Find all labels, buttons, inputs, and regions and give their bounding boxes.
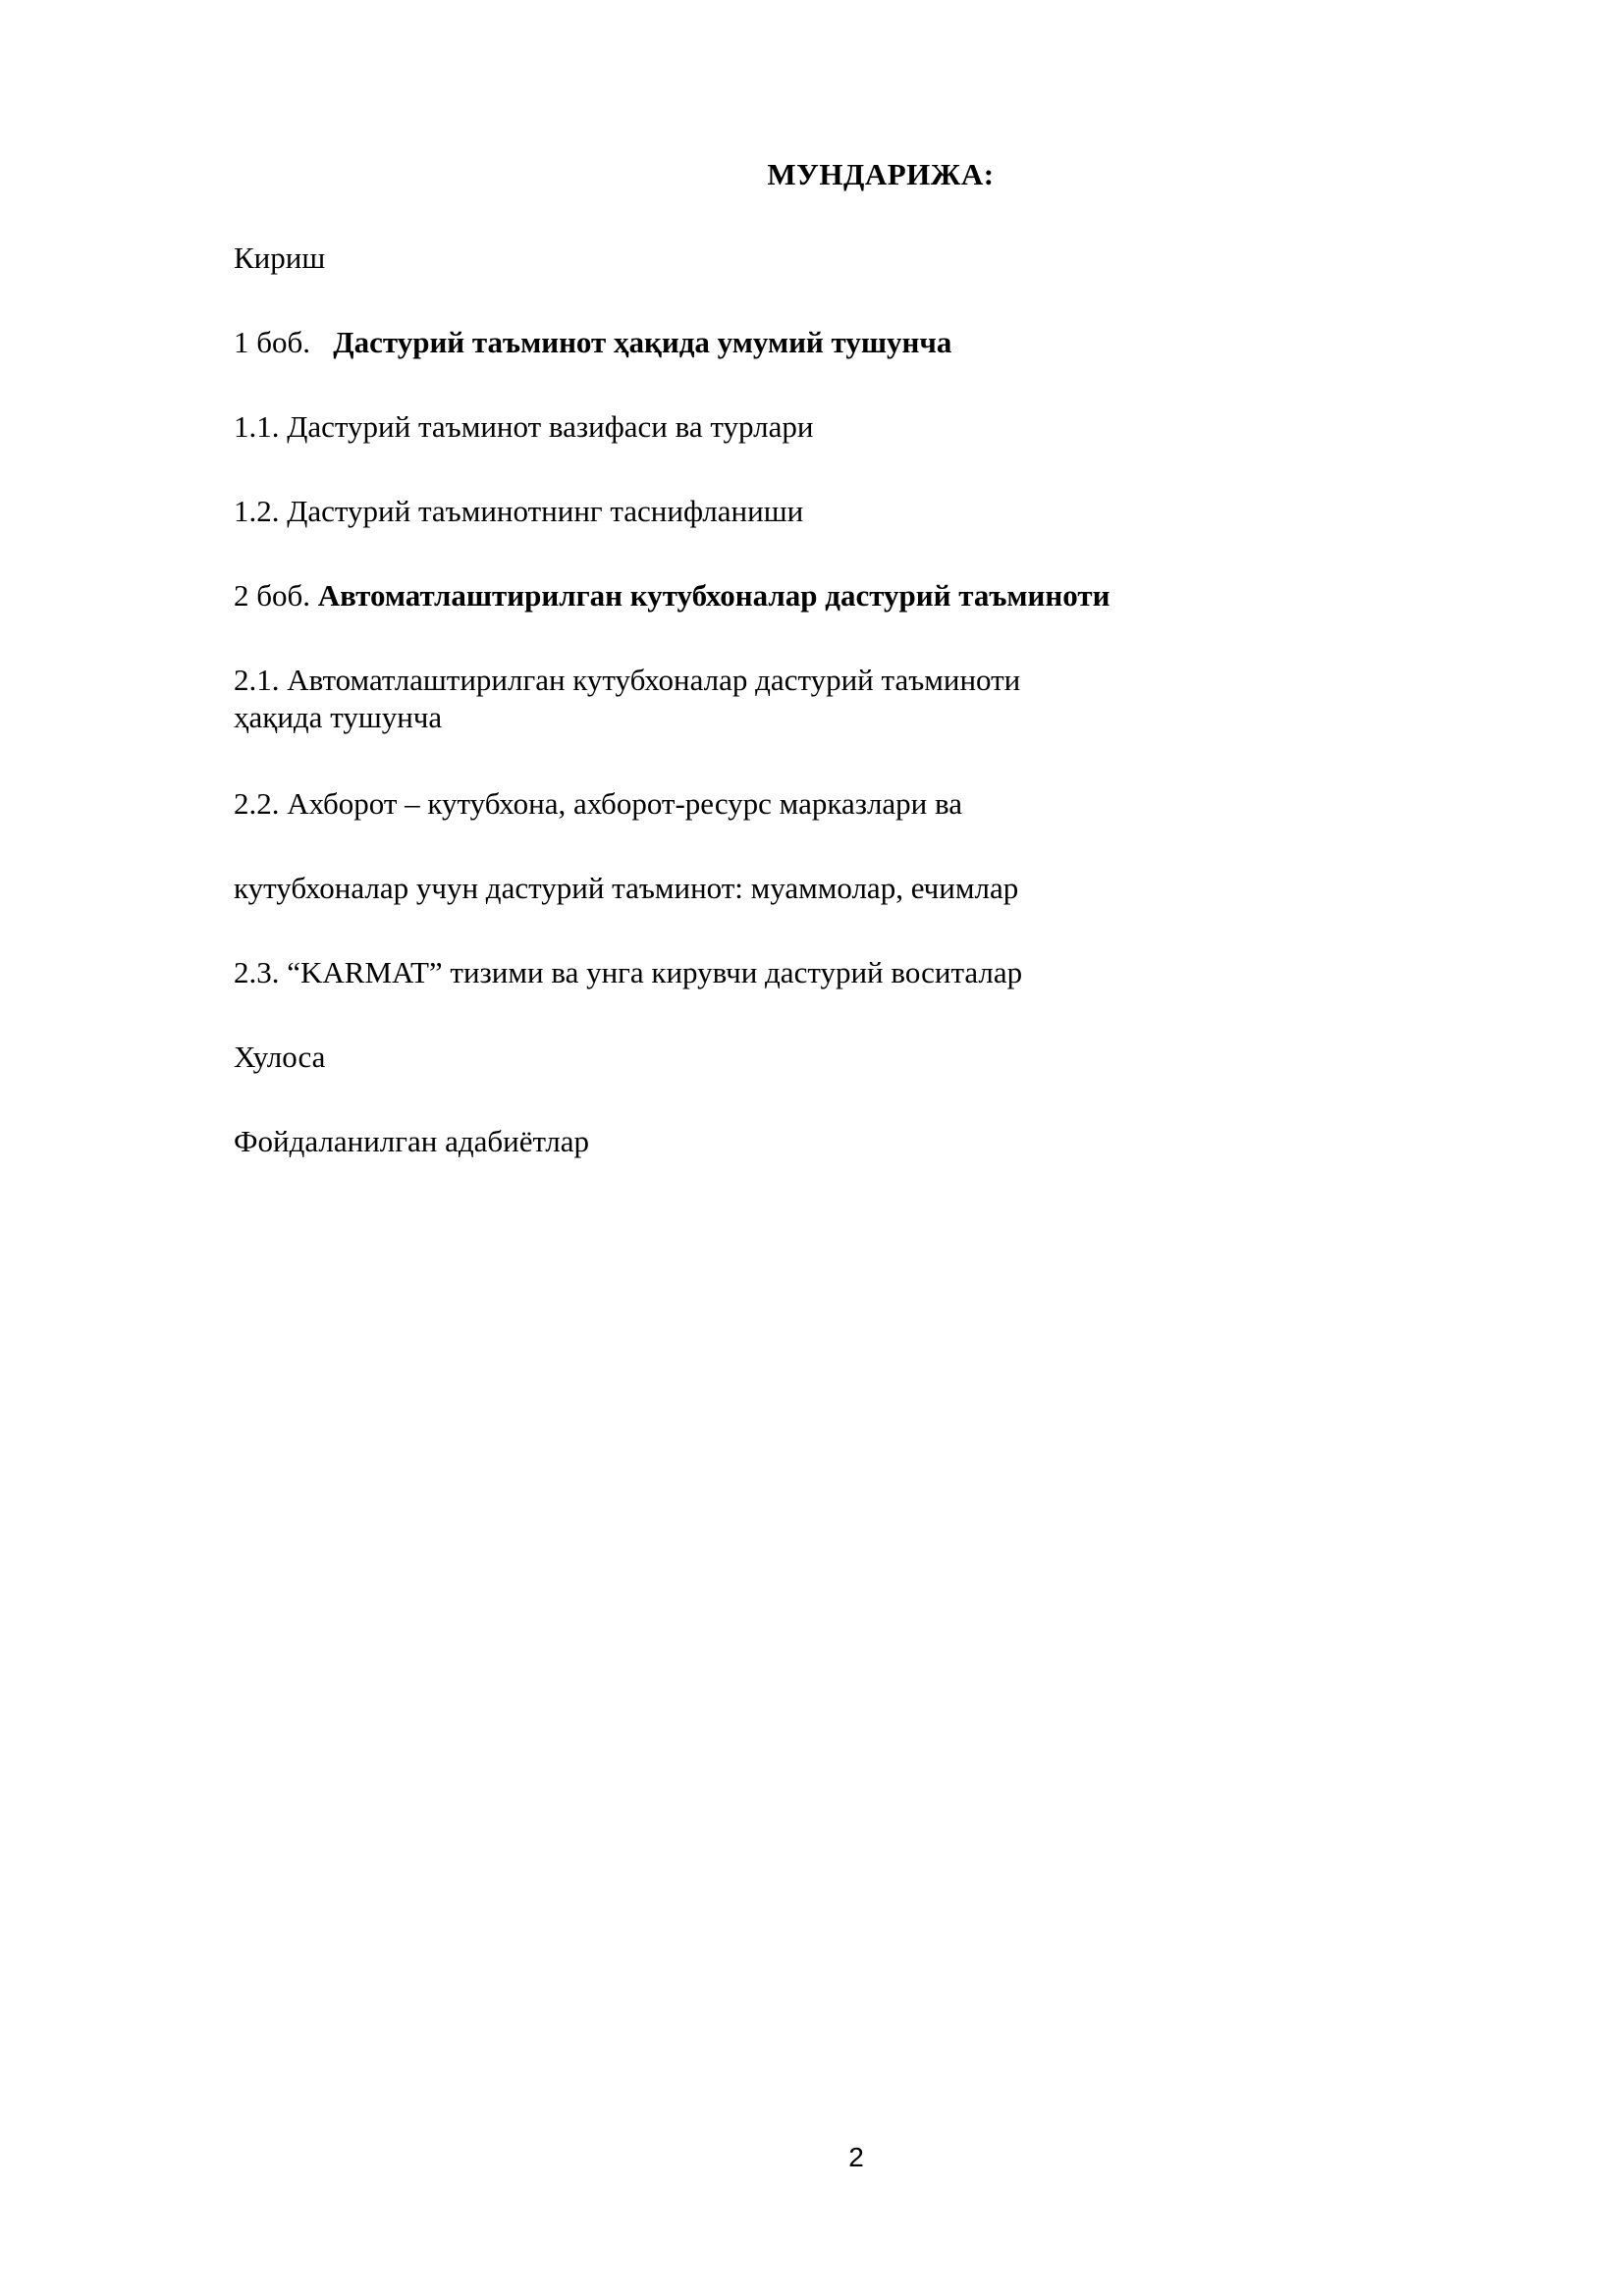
toc-section-1-1 [234,408,813,446]
toc-item-label: 2.1. Автоматлаштирилган кутубхоналар дастурий таъминоти [234,663,1021,697]
toc-item-label: 1.1. Дастурий таъминот вазифаси ва турлари [234,409,814,444]
toc-item-label: кутубхоналар учун дастурий таъминот: муаммолар, ечимлар [234,871,1019,905]
toc-item-label: Кириш [234,240,326,275]
toc-section-2-2-continued [234,870,1018,907]
toc-item-label: 2.3. “KARMAT” тизими ва унга кирувчи дастурий воситалар [234,955,1023,989]
toc-item-conclusion [234,1039,325,1076]
toc-item-label: ҳақида тушунча [234,700,443,734]
chapter-title: Автоматлаштирилган кутубхоналар дастурий таъминоти [317,578,1110,613]
toc-chapter-2 [234,577,1110,614]
toc-section-2-1-continued [234,699,442,736]
toc-item-label: 1.2. Дастурий таъминотнинг таснифланиши [234,494,804,528]
chapter-prefix: 2 боб. [234,578,311,613]
toc-item-references [234,1123,589,1160]
toc-item-intro [234,240,325,277]
toc-chapter-1 [234,324,951,361]
toc-section-1-2 [234,493,803,530]
toc-section-2-1 [234,662,1020,699]
chapter-prefix: 1 боб. [234,325,311,359]
toc-section-2-3 [234,954,1022,991]
toc-item-label: Хулоса [234,1040,326,1074]
toc-item-label: 2.2. Ахборот – кутубхона, ахборот-ресурс марказлари ва [234,786,963,821]
page-number: 2 [848,2142,864,2172]
chapter-title: Дастурий таъминот ҳақида умумий тушунча [333,325,952,359]
toc-section-2-2 [234,785,962,823]
page-title: МУНДАРИЖА: [767,157,995,191]
toc-item-label: Фойдаланилган адабиётлар [234,1124,589,1158]
